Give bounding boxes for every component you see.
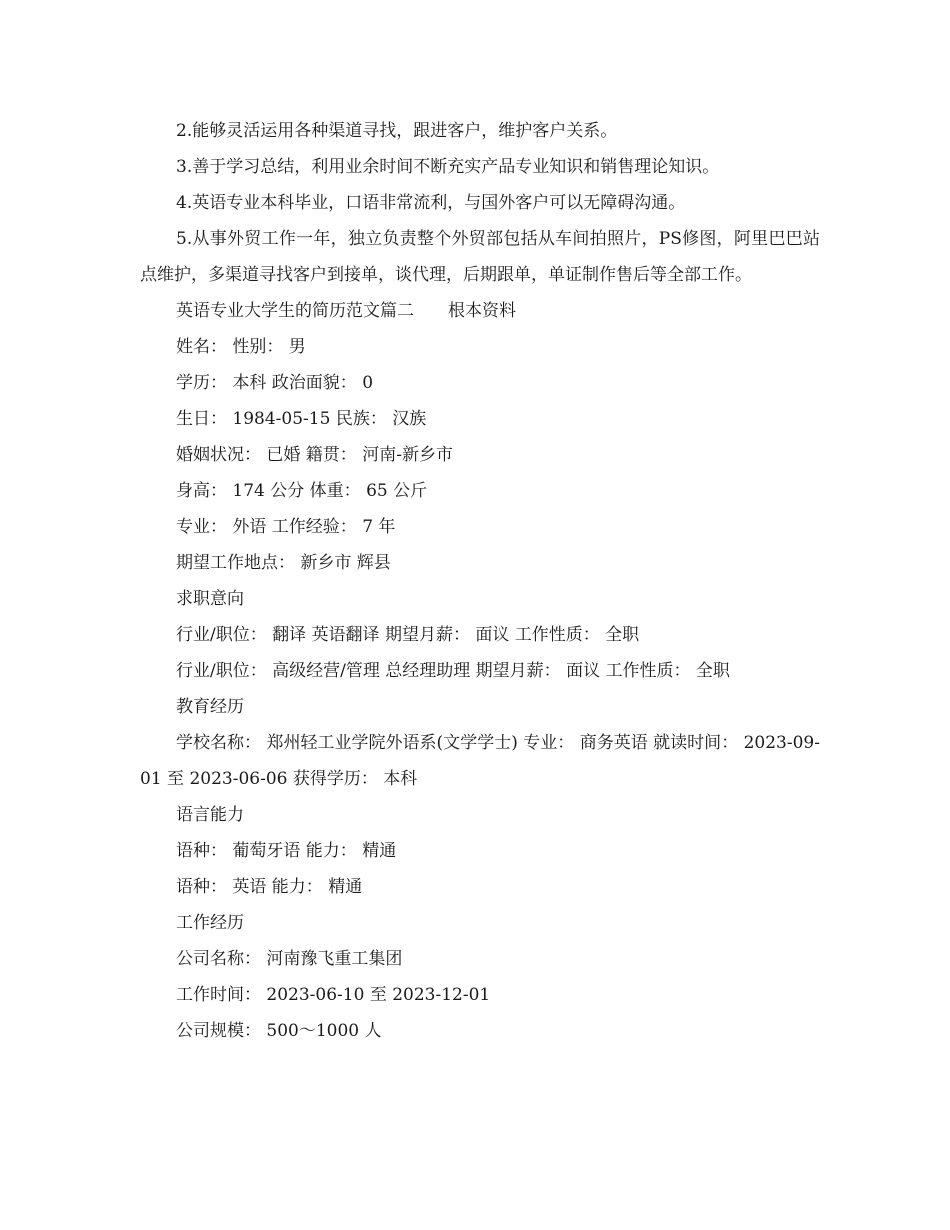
work-company-size: 公司规模： 500～1000 人 xyxy=(176,1021,382,1041)
work-company-name: 公司名称： 河南豫飞重工集团 xyxy=(176,949,403,969)
language-row-2: 语种： 英语 能力： 精通 xyxy=(176,877,363,897)
language-row-1: 语种： 葡萄牙语 能力： 精通 xyxy=(176,841,397,861)
section-title-language: 语言能力 xyxy=(176,805,244,825)
field-expected-location: 期望工作地点： 新乡市 辉县 xyxy=(176,553,391,573)
document-body xyxy=(140,113,820,1049)
skill-line-2: 2.能够灵活运用各种渠道寻找，跟进客户，维护客户关系。 xyxy=(176,121,618,141)
field-marital-hometown: 婚姻状况： 已婚 籍贯： 河南-新乡市 xyxy=(176,445,453,465)
section-title-job-intent: 求职意向 xyxy=(176,589,244,609)
section-title-education: 教育经历 xyxy=(176,697,244,717)
field-name-gender: 姓名： 性别： 男 xyxy=(176,337,306,357)
job-intent-row-1: 行业/职位： 翻译 英语翻译 期望月薪： 面议 工作性质： 全职 xyxy=(176,625,640,645)
field-height-weight: 身高： 174 公分 体重： 65 公斤 xyxy=(176,481,428,501)
work-period: 工作时间： 2023-06-10 至 2023-12-01 xyxy=(176,985,491,1005)
skill-line-3: 3.善于学习总结，利用业余时间不断充实产品专业知识和销售理论知识。 xyxy=(176,157,720,177)
field-education-politics: 学历： 本科 政治面貌： 0 xyxy=(176,373,374,393)
skill-line-5: 5.从事外贸工作一年，独立负责整个外贸部包括从车间拍照片，PS修图，阿里巴巴站点维护，多渠道寻找客户到接单，谈代理，后期跟单，单证制作售后等全部工作。 xyxy=(140,229,820,285)
field-major-experience: 专业： 外语 工作经验： 7 年 xyxy=(176,517,396,537)
section-title-basic-info: 英语专业大学生的简历范文篇二 根本资料 xyxy=(176,301,516,321)
field-birthday-ethnicity: 生日： 1984-05-15 民族： 汉族 xyxy=(176,409,427,429)
education-entry: 学校名称： 郑州轻工业学院外语系(文学学士) 专业： 商务英语 就读时间： 2023-09-01 至 2023-06-06 获得学历： 本科 xyxy=(140,733,820,789)
job-intent-row-2: 行业/职位： 高级经营/管理 总经理助理 期望月薪： 面议 工作性质： 全职 xyxy=(176,661,730,681)
skill-line-4: 4.英语专业本科毕业，口语非常流利，与国外客户可以无障碍沟通。 xyxy=(176,193,686,213)
section-title-work: 工作经历 xyxy=(176,913,244,933)
